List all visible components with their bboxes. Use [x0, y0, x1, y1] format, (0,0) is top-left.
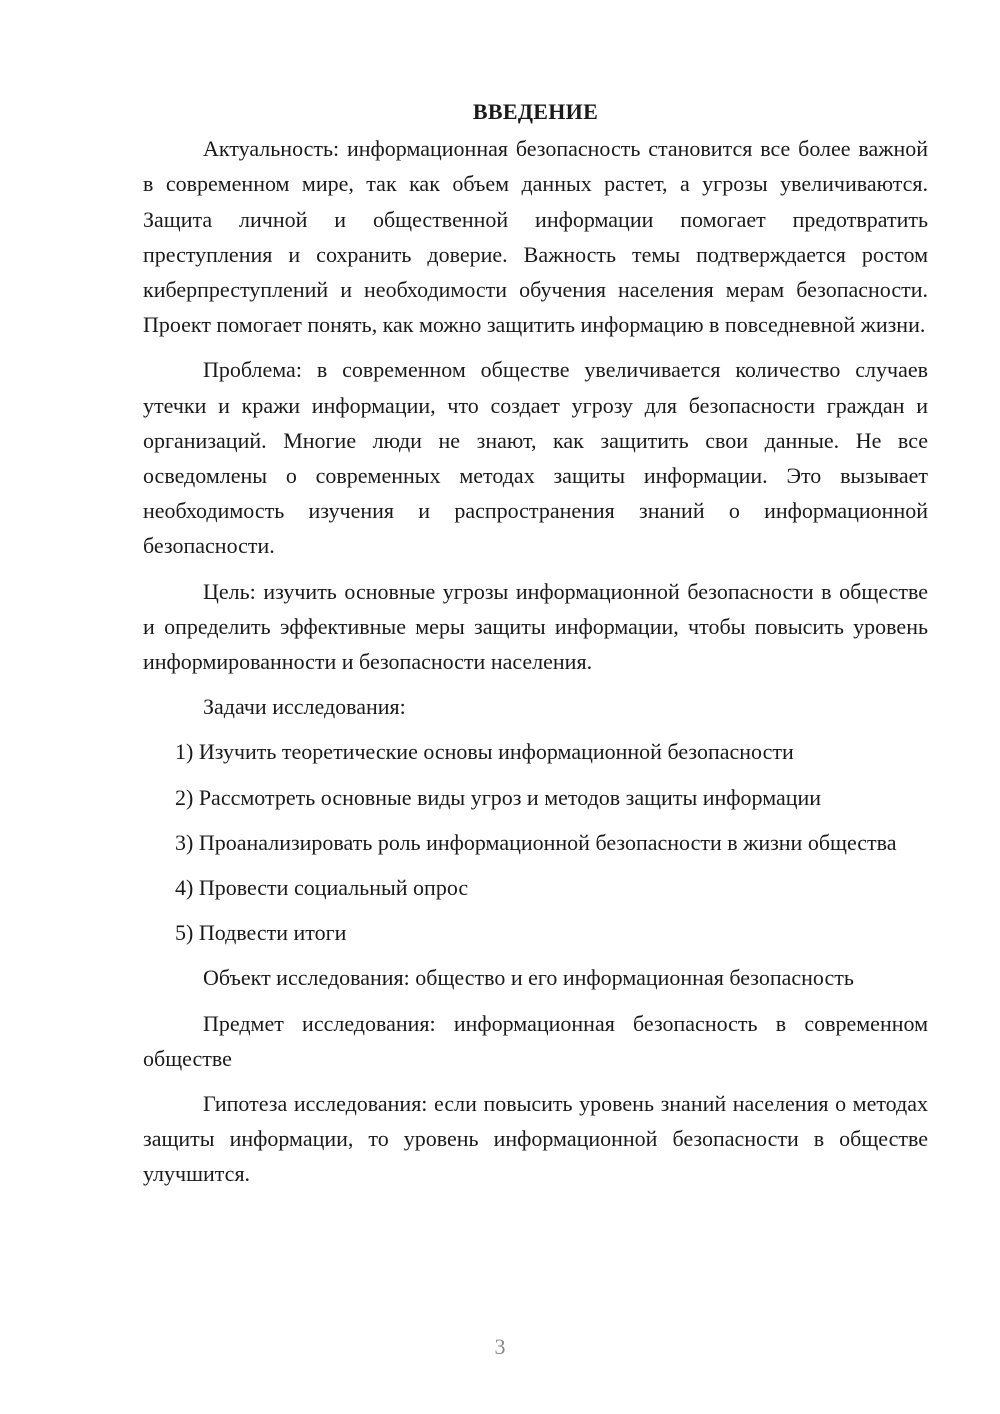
task-item: 1) Изучить теоретические основы информационной безопасности: [175, 739, 794, 765]
task-item: 2) Рассмотреть основные виды угроз и методов защиты информации: [175, 784, 822, 810]
task-item: 5) Подвести итоги: [175, 920, 347, 946]
task-item: 4) Провести социальный опрос: [175, 875, 469, 901]
hypothesis-paragraph: Гипотеза исследования: если повысить уровень знаний населения о методах защиты информации, то уровень информационной безопасности в обществе улучшится.: [143, 1091, 928, 1187]
tasks-list: [143, 734, 928, 950]
subject-paragraph: Предмет исследования: информационная безопасность в современном обществе: [143, 1010, 928, 1071]
relevance-paragraph: Актуальность: информационная безопасность становится все более важной в современном мире, так как объем данных растет, а угрозы увеличиваются. Защита личной и общественной информации помогает предотвратить преступления и сохранить доверие. Важность темы подтверждается ростом киберпреступлений и необходимости обучения населения мерам безопасности. Проект помогает понять, как можно защитить информацию в повседневной жизни.: [143, 136, 928, 338]
object-paragraph: Объект исследования: общество и его информационная безопасность: [203, 965, 854, 991]
page-number: 3: [494, 1334, 506, 1359]
tasks-heading: Задачи исследования:: [203, 694, 406, 720]
section-title: ВВЕДЕНИЕ: [472, 99, 599, 124]
task-item: 3) Проанализировать роль информационной безопасности в жизни общества: [175, 829, 897, 855]
document-body: [143, 94, 928, 1202]
goal-paragraph: Цель: изучить основные угрозы информационной безопасности в обществе и определить эффективные меры защиты информации, чтобы повысить уровень информированности и безопасности населения.: [143, 578, 928, 675]
problem-paragraph: Проблема: в современном обществе увеличивается количество случаев утечки и кражи информации, что создает угрозу для безопасности граждан и организаций. Многие люди не знают, как защитить свои данные. Не все осведомлены о современных методах защиты информации. Это вызывает необходимость изучения и распространения знаний о информационной безопасности.: [143, 357, 928, 559]
